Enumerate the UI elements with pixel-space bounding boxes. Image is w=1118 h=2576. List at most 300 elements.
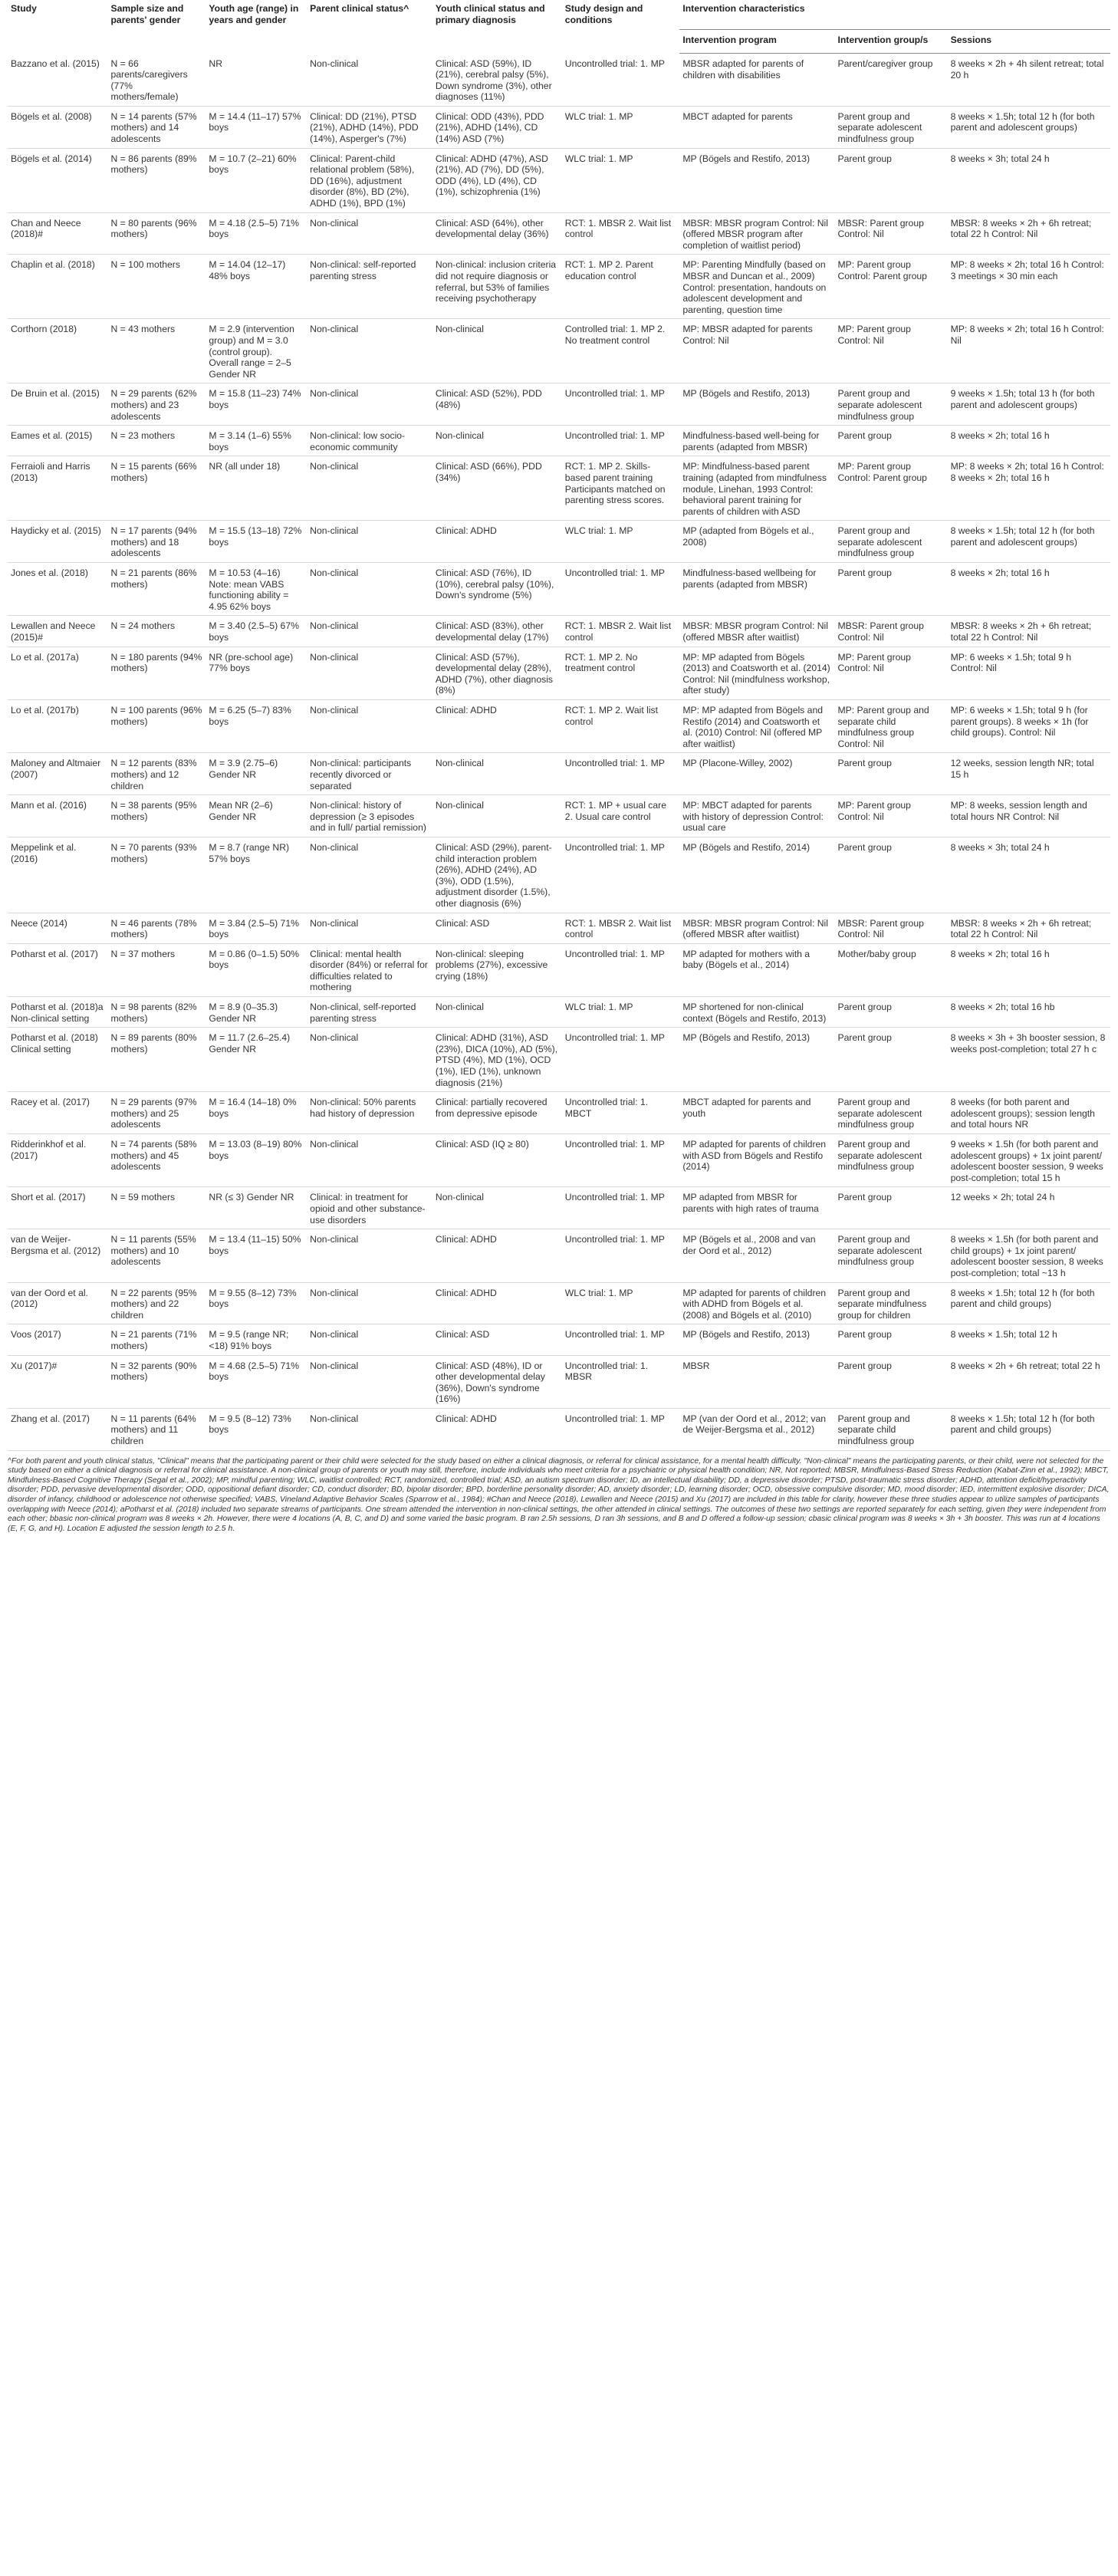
- cell-design: Uncontrolled trial: 1. MP: [562, 943, 680, 996]
- cell-sessions: 8 weeks × 3h; total 24 h: [948, 148, 1110, 212]
- cell-sample: N = 70 parents (93% mothers): [107, 837, 206, 913]
- cell-parent: Non-clinical: [307, 563, 432, 616]
- cell-ystatus: Clinical: ADHD: [432, 700, 562, 753]
- table-row: [8, 563, 1110, 616]
- table-row: [8, 456, 1110, 521]
- cell-ystatus: Clinical: ASD: [432, 1324, 562, 1355]
- cell-sample: N = 23 mothers: [107, 426, 206, 456]
- table-row: [8, 795, 1110, 837]
- cell-ystatus: Clinical: ASD (52%), PDD (48%): [432, 383, 562, 426]
- cell-study: Racey et al. (2017): [8, 1092, 107, 1134]
- cell-program: MP adapted for mothers with a baby (Bögels et al., 2014): [679, 943, 834, 996]
- table-row: [8, 319, 1110, 383]
- cell-program: MP (Bögels and Restifo, 2013): [679, 383, 834, 426]
- cell-study: Bazzano et al. (2015): [8, 54, 107, 107]
- cell-program: MP: MBCT adapted for parents with history of depression Control: usual care: [679, 795, 834, 837]
- cell-youth: M = 9.5 (8–12) 73% boys: [206, 1408, 307, 1450]
- cell-study: Ferraioli and Harris (2013): [8, 456, 107, 521]
- cell-program: MP (Bögels and Restifo, 2013): [679, 148, 834, 212]
- cell-sample: N = 180 parents (94% mothers): [107, 646, 206, 699]
- cell-sessions: 8 weeks × 1.5h (for both parent and child groups) + 1x joint parent/ adolescent booster session, 8 weeks post-completion; total ~13 h: [948, 1229, 1110, 1282]
- cell-sessions: 8 weeks × 2h; total 16 h: [948, 943, 1110, 996]
- cell-study: Zhang et al. (2017): [8, 1408, 107, 1450]
- cell-design: Uncontrolled trial: 1. MBSR: [562, 1355, 680, 1408]
- cell-study: Bögels et al. (2014): [8, 148, 107, 212]
- cell-design: Uncontrolled trial: 1. MP: [562, 1408, 680, 1450]
- cell-parent: Non-clinical: [307, 700, 432, 753]
- cell-parent: Non-clinical: participants recently divorced or separated: [307, 753, 432, 795]
- cell-study: Maloney and Altmaier (2007): [8, 753, 107, 795]
- cell-sample: N = 14 parents (57% mothers) and 14 adolescents: [107, 106, 206, 148]
- cell-sessions: 9 weeks × 1.5h; total 13 h (for both parent and adolescent groups): [948, 383, 1110, 426]
- cell-study: Chan and Neece (2018)#: [8, 212, 107, 255]
- cell-program: MBSR: MBSR program Control: Nil (offered MBSR program after completion of waitlist period): [679, 212, 834, 255]
- cell-design: RCT: 1. MP 2. Parent education control: [562, 255, 680, 319]
- cell-parent: Clinical: Parent-child relational problem (58%), DD (16%), adjustment disorder (8%), BD (2%), ADHD (1%), BPD (1%): [307, 148, 432, 212]
- table-row: [8, 521, 1110, 563]
- header-design: Study design and conditions: [564, 3, 643, 25]
- table-row: [8, 943, 1110, 996]
- table-row: [8, 1355, 1110, 1408]
- cell-ystatus: Non-clinical: inclusion criteria did not require diagnosis or referral, but 53% of families receiving psychotherapy: [432, 255, 562, 319]
- cell-sample: N = 11 parents (64% mothers) and 11 children: [107, 1408, 206, 1450]
- cell-sample: N = 29 parents (62% mothers) and 23 adolescents: [107, 383, 206, 426]
- cell-design: Controlled trial: 1. MP 2. No treatment control: [562, 319, 680, 383]
- cell-ystatus: Clinical: ODD (43%), PDD (21%), ADHD (14%), CD (14%) ASD (7%): [432, 106, 562, 148]
- cell-sessions: 8 weeks × 1.5h; total 12 h (for both parent and adolescent groups): [948, 106, 1110, 148]
- cell-program: MP (Placone-Willey, 2002): [679, 753, 834, 795]
- cell-program: Mindfulness-based well-being for parents (adapted from MBSR): [679, 426, 834, 456]
- cell-groups: Parent group: [834, 1324, 947, 1355]
- cell-youth: M = 3.84 (2.5–5) 71% boys: [206, 913, 307, 943]
- cell-sample: N = 100 parents (96% mothers): [107, 700, 206, 753]
- cell-program: MP shortened for non-clinical context (Bögels and Restifo, 2013): [679, 997, 834, 1028]
- cell-ystatus: Non-clinical: [432, 795, 562, 837]
- header-program: Intervention program: [679, 30, 834, 54]
- cell-groups: MP: Parent group Control: Parent group: [834, 456, 947, 521]
- cell-study: Ridderinkhof et al. (2017): [8, 1134, 107, 1187]
- cell-youth: M = 13.03 (8–19) 80% boys: [206, 1134, 307, 1187]
- cell-ystatus: Clinical: ADHD (31%), ASD (23%), DICA (10%), AD (5%), PTSD (4%), MD (1%), OCD (1%), IED (1%), unknown diagnosis (21%): [432, 1028, 562, 1092]
- cell-sessions: MBSR: 8 weeks × 2h + 6h retreat; total 22 h Control: Nil: [948, 913, 1110, 943]
- cell-study: Short et al. (2017): [8, 1187, 107, 1229]
- cell-sample: N = 80 parents (96% mothers): [107, 212, 206, 255]
- cell-youth: M = 8.9 (0–35.3) Gender NR: [206, 997, 307, 1028]
- table-row: [8, 700, 1110, 753]
- cell-youth: M = 3.14 (1–6) 55% boys: [206, 426, 307, 456]
- cell-design: Uncontrolled trial: 1. MP: [562, 1229, 680, 1282]
- cell-youth: M = 14.04 (12–17) 48% boys: [206, 255, 307, 319]
- cell-youth: M = 9.5 (range NR; <18) 91% boys: [206, 1324, 307, 1355]
- cell-sessions: 8 weeks × 1.5h; total 12 h (for both parent and adolescent groups): [948, 521, 1110, 563]
- cell-design: RCT: 1. MP 2. Wait list control: [562, 700, 680, 753]
- cell-groups: MP: Parent group Control: Nil: [834, 646, 947, 699]
- cell-ystatus: Clinical: ADHD (47%), ASD (21%), AD (7%), DD (5%), ODD (4%), LD (4%), CD (1%), schizophrenia (1%): [432, 148, 562, 212]
- cell-youth: M = 4.68 (2.5–5) 71% boys: [206, 1355, 307, 1408]
- cell-study: Xu (2017)#: [8, 1355, 107, 1408]
- cell-study: Meppelink et al. (2016): [8, 837, 107, 913]
- cell-sessions: 8 weeks × 3h; total 24 h: [948, 837, 1110, 913]
- cell-ystatus: Clinical: ASD (29%), parent-child interaction problem (26%), ADHD (24%), AD (3%), ODD (1.5%), adjustment disorder (1.5%), other diagnosis (6%): [432, 837, 562, 913]
- cell-ystatus: Clinical: ASD (66%), PDD (34%): [432, 456, 562, 521]
- table-row: [8, 1324, 1110, 1355]
- cell-sessions: 8 weeks (for both parent and adolescent groups); session length and total hours NR: [948, 1092, 1110, 1134]
- cell-study: van der Oord et al. (2012): [8, 1282, 107, 1324]
- cell-program: MP adapted from MBSR for parents with high rates of trauma: [679, 1187, 834, 1229]
- cell-program: MBSR: MBSR program Control: Nil (offered MBSR after waitlist): [679, 913, 834, 943]
- cell-ystatus: Clinical: ADHD: [432, 521, 562, 563]
- cell-sessions: 12 weeks × 2h; total 24 h: [948, 1187, 1110, 1229]
- cell-program: MP: MBSR adapted for parents Control: Nil: [679, 319, 834, 383]
- cell-program: MP (Bögels and Restifo, 2013): [679, 1028, 834, 1092]
- cell-sessions: 8 weeks × 1.5h; total 12 h: [948, 1324, 1110, 1355]
- cell-youth: M = 3.40 (2.5–5) 67% boys: [206, 616, 307, 646]
- cell-sample: N = 100 mothers: [107, 255, 206, 319]
- cell-groups: MBSR: Parent group Control: Nil: [834, 616, 947, 646]
- cell-design: WLC trial: 1. MP: [562, 997, 680, 1028]
- cell-sample: N = 21 parents (86% mothers): [107, 563, 206, 616]
- cell-groups: Parent group: [834, 837, 947, 913]
- cell-program: MBSR: [679, 1355, 834, 1408]
- cell-sessions: MP: 8 weeks × 2h; total 16 h Control: 3 meetings × 30 min each: [948, 255, 1110, 319]
- cell-youth: M = 15.8 (11–23) 74% boys: [206, 383, 307, 426]
- cell-sessions: MP: 8 weeks × 2h; total 16 h Control: Nil: [948, 319, 1110, 383]
- cell-youth: M = 10.53 (4–16) Note: mean VABS functioning ability = 4.95 62% boys: [206, 563, 307, 616]
- table-row: [8, 1028, 1110, 1092]
- cell-ystatus: Clinical: ASD (59%), ID (21%), cerebral palsy (5%), Down syndrome (3%), other diagnoses (11%): [432, 54, 562, 107]
- cell-study: Chaplin et al. (2018): [8, 255, 107, 319]
- cell-sample: N = 12 parents (83% mothers) and 12 children: [107, 753, 206, 795]
- cell-youth: NR (pre-school age) 77% boys: [206, 646, 307, 699]
- cell-youth: Mean NR (2–6) Gender NR: [206, 795, 307, 837]
- cell-sessions: MBSR: 8 weeks × 2h + 6h retreat; total 22 h Control: Nil: [948, 212, 1110, 255]
- cell-groups: Parent group: [834, 1028, 947, 1092]
- cell-design: RCT: 1. MP + usual care 2. Usual care control: [562, 795, 680, 837]
- header-groups: Intervention group/s: [834, 30, 947, 54]
- cell-parent: Non-clinical: [307, 1282, 432, 1324]
- cell-study: Lo et al. (2017a): [8, 646, 107, 699]
- cell-study: van de Weijer-Bergsma et al. (2012): [8, 1229, 107, 1282]
- cell-groups: Parent group: [834, 997, 947, 1028]
- cell-sample: N = 37 mothers: [107, 943, 206, 996]
- cell-groups: Parent group and separate adolescent mindfulness group: [834, 106, 947, 148]
- cell-groups: Parent group and separate adolescent mindfulness group: [834, 383, 947, 426]
- table-row: [8, 255, 1110, 319]
- cell-parent: Non-clinical, self-reported parenting stress: [307, 997, 432, 1028]
- cell-youth: M = 14.4 (11–17) 57% boys: [206, 106, 307, 148]
- cell-ystatus: Non-clinical: [432, 319, 562, 383]
- cell-groups: MP: Parent group Control: Nil: [834, 795, 947, 837]
- cell-parent: Non-clinical: [307, 1324, 432, 1355]
- cell-sample: N = 66 parents/caregivers (77% mothers/female): [107, 54, 206, 107]
- table-row: [8, 148, 1110, 212]
- cell-groups: Parent group and separate adolescent mindfulness group: [834, 1092, 947, 1134]
- cell-sample: N = 98 parents (82% mothers): [107, 997, 206, 1028]
- cell-ystatus: Clinical: ADHD: [432, 1408, 562, 1450]
- cell-study: Haydicky et al. (2015): [8, 521, 107, 563]
- cell-sample: N = 17 parents (94% mothers) and 18 adolescents: [107, 521, 206, 563]
- cell-parent: Clinical: DD (21%), PTSD (21%), ADHD (14%), PDD (14%), Asperger's (7%): [307, 106, 432, 148]
- cell-ystatus: Clinical: ASD (76%), ID (10%), cerebral palsy (10%), Down's syndrome (5%): [432, 563, 562, 616]
- cell-study: Neece (2014): [8, 913, 107, 943]
- cell-study: Potharst et al. (2018)a Non-clinical setting: [8, 997, 107, 1028]
- cell-ystatus: Clinical: ASD (48%), ID or other developmental delay (36%), Down's syndrome (16%): [432, 1355, 562, 1408]
- cell-sessions: 8 weeks × 2h + 4h silent retreat; total 20 h: [948, 54, 1110, 107]
- table-row: [8, 753, 1110, 795]
- cell-design: RCT: 1. MP 2. Skills-based parent training Participants matched on parenting stress scores.: [562, 456, 680, 521]
- cell-sample: N = 74 parents (58% mothers) and 45 adolescents: [107, 1134, 206, 1187]
- cell-study: Mann et al. (2016): [8, 795, 107, 837]
- cell-ystatus: Non-clinical: sleeping problems (27%), excessive crying (18%): [432, 943, 562, 996]
- cell-youth: M = 0.86 (0–1.5) 50% boys: [206, 943, 307, 996]
- cell-study: Eames et al. (2015): [8, 426, 107, 456]
- cell-program: MP adapted for parents of children with ADHD from Bögels et al. (2008) and Bögels et al. (2010): [679, 1282, 834, 1324]
- cell-youth: M = 4.18 (2.5–5) 71% boys: [206, 212, 307, 255]
- cell-parent: Non-clinical: [307, 521, 432, 563]
- cell-sessions: 8 weeks × 3h + 3h booster session, 8 weeks post-completion; total 27 h c: [948, 1028, 1110, 1092]
- table-row: [8, 1134, 1110, 1187]
- cell-youth: NR (≤ 3) Gender NR: [206, 1187, 307, 1229]
- cell-youth: M = 10.7 (2–21) 60% boys: [206, 148, 307, 212]
- cell-groups: MP: Parent group Control: Parent group: [834, 255, 947, 319]
- table-row: [8, 913, 1110, 943]
- cell-sample: N = 21 parents (71% mothers): [107, 1324, 206, 1355]
- header-youth-status: Youth clinical status and primary diagnosis: [435, 3, 545, 25]
- cell-groups: MBSR: Parent group Control: Nil: [834, 212, 947, 255]
- cell-groups: Parent group and separate adolescent mindfulness group: [834, 1229, 947, 1282]
- cell-ystatus: Clinical: ASD (57%), developmental delay (28%), ADHD (7%), other diagnosis (8%): [432, 646, 562, 699]
- cell-youth: M = 13.4 (11–15) 50% boys: [206, 1229, 307, 1282]
- cell-sample: N = 46 parents (78% mothers): [107, 913, 206, 943]
- cell-design: RCT: 1. MBSR 2. Wait list control: [562, 212, 680, 255]
- cell-youth: M = 3.9 (2.75–6) Gender NR: [206, 753, 307, 795]
- cell-program: MP adapted for parents of children with ASD from Bögels and Restifo (2014): [679, 1134, 834, 1187]
- cell-parent: Clinical: mental health disorder (84%) or referral for difficulties related to mothering: [307, 943, 432, 996]
- cell-study: Bögels et al. (2008): [8, 106, 107, 148]
- cell-program: MBCT adapted for parents: [679, 106, 834, 148]
- cell-design: Uncontrolled trial: 1. MP: [562, 1134, 680, 1187]
- cell-sessions: 8 weeks × 2h + 6h retreat; total 22 h: [948, 1355, 1110, 1408]
- header-parent-status: Parent clinical status^: [310, 3, 409, 14]
- cell-parent: Clinical: in treatment for opioid and other substance-use disorders: [307, 1187, 432, 1229]
- cell-study: Jones et al. (2018): [8, 563, 107, 616]
- cell-youth: M = 9.55 (8–12) 73% boys: [206, 1282, 307, 1324]
- table-row: [8, 837, 1110, 913]
- table-row: [8, 646, 1110, 699]
- cell-sample: N = 43 mothers: [107, 319, 206, 383]
- cell-design: WLC trial: 1. MP: [562, 106, 680, 148]
- cell-sessions: 8 weeks × 2h; total 16 h: [948, 563, 1110, 616]
- cell-ystatus: Non-clinical: [432, 753, 562, 795]
- table-row: [8, 1187, 1110, 1229]
- cell-design: RCT: 1. MP 2. No treatment control: [562, 646, 680, 699]
- cell-ystatus: Clinical: ADHD: [432, 1282, 562, 1324]
- cell-sample: N = 29 parents (97% mothers) and 25 adolescents: [107, 1092, 206, 1134]
- cell-groups: Parent group and separate mindfulness group for children: [834, 1282, 947, 1324]
- cell-sessions: MP: 6 weeks × 1.5h; total 9 h (for parent groups). 8 weeks × 1h (for child groups). Control: Nil: [948, 700, 1110, 753]
- cell-sessions: MP: 8 weeks × 2h; total 16 h Control: 8 weeks × 2h; total 16 h: [948, 456, 1110, 521]
- cell-ystatus: Non-clinical: [432, 426, 562, 456]
- studies-table: [8, 0, 1110, 1451]
- cell-sample: N = 15 parents (66% mothers): [107, 456, 206, 521]
- table-row: [8, 1092, 1110, 1134]
- cell-groups: Parent group and separate adolescent mindfulness group: [834, 521, 947, 563]
- cell-design: RCT: 1. MBSR 2. Wait list control: [562, 616, 680, 646]
- cell-ystatus: Non-clinical: [432, 997, 562, 1028]
- cell-design: Uncontrolled trial: 1. MP: [562, 426, 680, 456]
- cell-ystatus: Non-clinical: [432, 1187, 562, 1229]
- cell-groups: MP: Parent group and separate child mindfulness group Control: Nil: [834, 700, 947, 753]
- cell-parent: Non-clinical: self-reported parenting stress: [307, 255, 432, 319]
- table-row: [8, 616, 1110, 646]
- cell-sample: N = 86 parents (89% mothers): [107, 148, 206, 212]
- cell-youth: M = 8.7 (range NR) 57% boys: [206, 837, 307, 913]
- table-container: [8, 0, 1110, 1534]
- cell-sessions: 8 weeks × 1.5h; total 12 h (for both parent and child groups): [948, 1408, 1110, 1450]
- table-row: [8, 54, 1110, 107]
- cell-ystatus: Clinical: ASD (83%), other developmental delay (17%): [432, 616, 562, 646]
- cell-study: Voos (2017): [8, 1324, 107, 1355]
- cell-study: Lewallen and Neece (2015)#: [8, 616, 107, 646]
- cell-ystatus: Clinical: ASD (IQ ≥ 80): [432, 1134, 562, 1187]
- cell-sample: N = 59 mothers: [107, 1187, 206, 1229]
- cell-youth: NR: [206, 54, 307, 107]
- cell-youth: NR (all under 18): [206, 456, 307, 521]
- table-row: [8, 426, 1110, 456]
- cell-youth: M = 15.5 (13–18) 72% boys: [206, 521, 307, 563]
- cell-parent: Non-clinical: [307, 383, 432, 426]
- cell-parent: Non-clinical: [307, 1134, 432, 1187]
- cell-sessions: 8 weeks × 1.5h; total 12 h (for both parent and child groups): [948, 1282, 1110, 1324]
- cell-sample: N = 24 mothers: [107, 616, 206, 646]
- cell-design: Uncontrolled trial: 1. MP: [562, 383, 680, 426]
- cell-youth: M = 16.4 (14–18) 0% boys: [206, 1092, 307, 1134]
- cell-groups: Parent group and separate adolescent mindfulness group: [834, 1134, 947, 1187]
- cell-ystatus: Clinical: ASD (64%), other developmental delay (36%): [432, 212, 562, 255]
- cell-sample: N = 38 parents (95% mothers): [107, 795, 206, 837]
- cell-groups: Parent group: [834, 426, 947, 456]
- table-row: [8, 1408, 1110, 1450]
- cell-parent: Non-clinical: [307, 646, 432, 699]
- cell-sessions: 8 weeks × 2h; total 16 h: [948, 426, 1110, 456]
- cell-groups: Parent group: [834, 148, 947, 212]
- cell-parent: Non-clinical: [307, 54, 432, 107]
- cell-sample: N = 89 parents (80% mothers): [107, 1028, 206, 1092]
- cell-program: MP: MP adapted from Bögels (2013) and Coatsworth et al. (2014) Control: Nil (mindfulness workshop, after study): [679, 646, 834, 699]
- cell-sessions: 12 weeks, session length NR; total 15 h: [948, 753, 1110, 795]
- cell-design: Uncontrolled trial: 1. MP: [562, 1324, 680, 1355]
- cell-program: MP: Mindfulness-based parent training (adapted from mindfulness module, Linehan, 1993 Control: behavioral parent training for parents of children with ASD: [679, 456, 834, 521]
- table-row: [8, 383, 1110, 426]
- cell-sessions: MP: 8 weeks, session length and total hours NR Control: Nil: [948, 795, 1110, 837]
- cell-parent: Non-clinical: low socio-economic community: [307, 426, 432, 456]
- cell-program: MP (adapted from Bögels et al., 2008): [679, 521, 834, 563]
- cell-groups: Parent/caregiver group: [834, 54, 947, 107]
- header-sample: Sample size and parents' gender: [110, 3, 184, 25]
- cell-groups: MBSR: Parent group Control: Nil: [834, 913, 947, 943]
- cell-design: Uncontrolled trial: 1. MP: [562, 563, 680, 616]
- cell-youth: M = 11.7 (2.6–25.4) Gender NR: [206, 1028, 307, 1092]
- cell-program: MBCT adapted for parents and youth: [679, 1092, 834, 1134]
- cell-program: MP (van der Oord et al., 2012; van de Weijer-Bergsma et al., 2012): [679, 1408, 834, 1450]
- cell-ystatus: Clinical: partially recovered from depressive episode: [432, 1092, 562, 1134]
- cell-design: Uncontrolled trial: 1. MP: [562, 1187, 680, 1229]
- header-sessions: Sessions: [948, 30, 1110, 54]
- cell-sessions: MP: 6 weeks × 1.5h; total 9 h Control: Nil: [948, 646, 1110, 699]
- table-row: [8, 106, 1110, 148]
- cell-study: Potharst et al. (2017): [8, 943, 107, 996]
- cell-parent: Non-clinical: [307, 1229, 432, 1282]
- cell-ystatus: Clinical: ASD: [432, 913, 562, 943]
- cell-design: Uncontrolled trial: 1. MP: [562, 753, 680, 795]
- cell-sample: N = 22 parents (95% mothers) and 22 children: [107, 1282, 206, 1324]
- cell-program: MP (Bögels and Restifo, 2013): [679, 1324, 834, 1355]
- cell-design: WLC trial: 1. MP: [562, 1282, 680, 1324]
- footnote-text: ^For both parent and youth clinical status, "Clinical" means that the participating parent or their child were selected for the study based on either a clinical diagnosis, or referral for clinical assistance, for a mental health difficulty. "Non-clinical" means the participating parents, or their child, were not selected for the study based on either a clinical diagnosis or referral for clinical assistance. A non-clinical group of parents or youth may still, therefore, include individuals who meet criteria for a psychiatric or physical health condition; NR, Not reported; MBSR, Mindfulness-Based Stress Reduction (Kabat-Zinn et al., 1992); MBCT, Mindfulness-Based Cognitive Therapy (Segal et al., 2002); MP, mindful parenting; WLC, waitlist controlled; RCT, randomized, controlled trial; ASD, an autism spectrum disorder; ID, an intellectual disability; DD, a depressive disorder; PTSD, post-traumatic stress disorder; ADHD, attention deficit/hyperactivity disorder; PDD, pervasive developmental disorder; ODD, oppositional defiant disorder; CD, conduct disorder; BD, bipolar disorder; BPD, borderline personality disorder; AD, anxiety disorder; LD, learning disorder; OCD, obsessive compulsive disorder; MD, mood disorder; IED, intermittent explosive disorder; DICA, disorder of infancy, childhood or adolescence not otherwise specified; VABS, Vineland Adaptive Behavior Scales (Sparrow et al., 1984); #Chan and Neece (2018), Lewallen and Neece (2015) and Xu (2017) are included in this table for clarity, however these three studies appear to utilize samples of participants overlapping with Neece (2014); aPotharst et al. (2018) included two separate streams of participants. One stream attended the intervention in non-clinical settings, the other attended in clinical settings. The outcomes of these two settings are reported separately for each setting, given they were independent from each other; bbasic non-clinical program was 8 weeks × 2h. However, there were 4 locations (A, B, C, and D) and some varied the basic program. B ran 2.5h sessions, D ran 3h sessions, and B and D offered a follow-up session; cbasic clinical program was 8 weeks × 3h + 3h booster. This was run at 4 locations (E, F, G, and H). Location E adjusted the session length to 2.5 h.: [8, 1456, 1110, 1533]
- cell-program: MP (Bögels et al., 2008 and van der Oord et al., 2012): [679, 1229, 834, 1282]
- cell-groups: MP: Parent group Control: Nil: [834, 319, 947, 383]
- cell-parent: Non-clinical: 50% parents had history of depression: [307, 1092, 432, 1134]
- cell-groups: Parent group: [834, 1187, 947, 1229]
- cell-parent: Non-clinical: [307, 837, 432, 913]
- cell-groups: Mother/baby group: [834, 943, 947, 996]
- cell-program: MP: Parenting Mindfully (based on MBSR and Duncan et al., 2009) Control: presentation, handouts on adolescent development and parenting, question time: [679, 255, 834, 319]
- cell-groups: Parent group: [834, 1355, 947, 1408]
- header-study: Study: [11, 3, 37, 14]
- cell-design: Uncontrolled trial: 1. MP: [562, 837, 680, 913]
- cell-parent: Non-clinical: [307, 616, 432, 646]
- cell-parent: Non-clinical: [307, 1355, 432, 1408]
- cell-parent: Non-clinical: [307, 319, 432, 383]
- table-row: [8, 212, 1110, 255]
- cell-parent: Non-clinical: [307, 913, 432, 943]
- cell-groups: Parent group: [834, 753, 947, 795]
- cell-sample: N = 11 parents (55% mothers) and 10 adolescents: [107, 1229, 206, 1282]
- table-row: [8, 1229, 1110, 1282]
- cell-sample: N = 32 parents (90% mothers): [107, 1355, 206, 1408]
- table-row: [8, 1282, 1110, 1324]
- cell-study: Potharst et al. (2018) Clinical setting: [8, 1028, 107, 1092]
- cell-sessions: MBSR: 8 weeks × 2h + 6h retreat; total 22 h Control: Nil: [948, 616, 1110, 646]
- cell-design: Uncontrolled trial: 1. MP: [562, 54, 680, 107]
- cell-program: MP (Bögels and Restifo, 2014): [679, 837, 834, 913]
- cell-study: Corthorn (2018): [8, 319, 107, 383]
- cell-groups: Parent group and separate child mindfulness group: [834, 1408, 947, 1450]
- cell-parent: Non-clinical: [307, 1408, 432, 1450]
- table-footnotes: [8, 1457, 1110, 1535]
- cell-parent: Non-clinical: [307, 212, 432, 255]
- cell-ystatus: Clinical: ADHD: [432, 1229, 562, 1282]
- cell-program: MP: MP adapted from Bögels and Restifo (2014) and Coatsworth et al. (2010) Control: Nil (offered MP after waitlist): [679, 700, 834, 753]
- cell-design: WLC trial: 1. MP: [562, 148, 680, 212]
- header-intervention: Intervention characteristics: [679, 0, 1110, 30]
- cell-program: MBSR adapted for parents of children with disabilities: [679, 54, 834, 107]
- cell-design: WLC trial: 1. MP: [562, 521, 680, 563]
- cell-parent: Non-clinical: history of depression (≥ 3 episodes and in full/ partial remission): [307, 795, 432, 837]
- cell-study: De Bruin et al. (2015): [8, 383, 107, 426]
- cell-program: Mindfulness-based wellbeing for parents (adapted from MBSR): [679, 563, 834, 616]
- table-body: [8, 54, 1110, 1451]
- header-youth: Youth age (range) in years and gender: [209, 3, 299, 25]
- cell-program: MBSR: MBSR program Control: Nil (offered MBSR after waitlist): [679, 616, 834, 646]
- cell-youth: M = 2.9 (intervention group) and M = 3.0 (control group). Overall range = 2–5 Gender NR: [206, 319, 307, 383]
- cell-parent: Non-clinical: [307, 1028, 432, 1092]
- cell-design: Uncontrolled trial: 1. MBCT: [562, 1092, 680, 1134]
- cell-parent: Non-clinical: [307, 456, 432, 521]
- cell-design: RCT: 1. MBSR 2. Wait list control: [562, 913, 680, 943]
- table-row: [8, 997, 1110, 1028]
- cell-design: Uncontrolled trial: 1. MP: [562, 1028, 680, 1092]
